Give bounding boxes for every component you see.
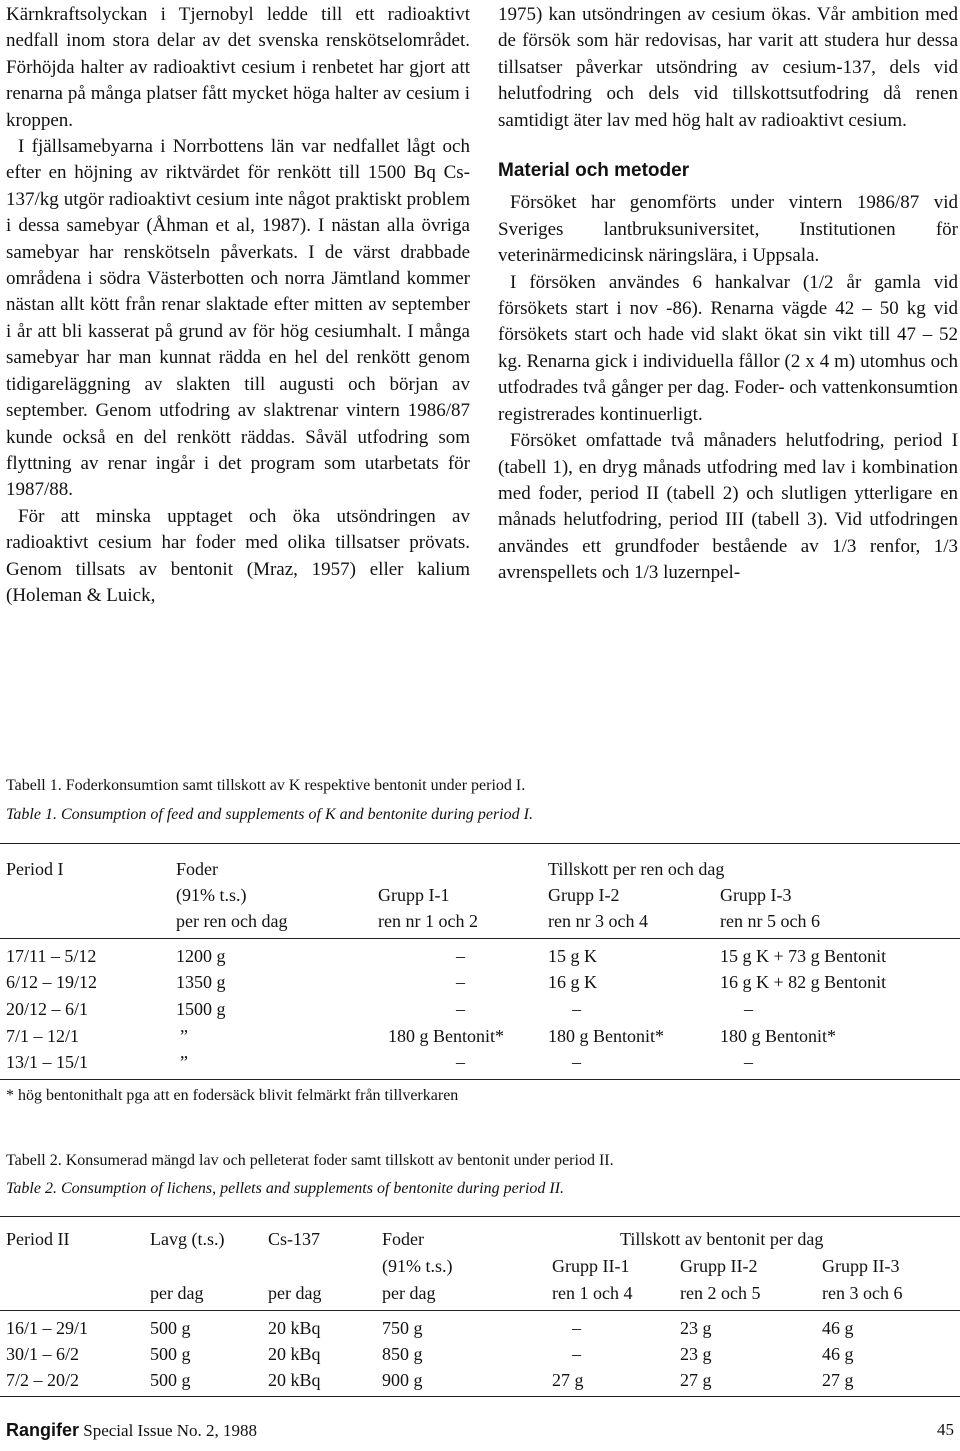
table-cell: 180 g Bentonit* bbox=[388, 1026, 504, 1046]
table2-header-group3-animals: ren 3 och 6 bbox=[822, 1283, 903, 1303]
table-cell: 23 g bbox=[680, 1344, 712, 1364]
table2-header-foder-ts: (91% t.s.) bbox=[382, 1256, 453, 1276]
table2-bottom-rule bbox=[0, 1396, 960, 1397]
table2-header-group3: Grupp II-3 bbox=[822, 1256, 900, 1276]
paragraph: I försöken användes 6 hankalvar (1/2 år gamla vid försökets start i nov -86). Renarna vägde 42 – 50 kg vid försökets start och hade vid slakt ökat sin vikt till 47 – 52 kg. Renarna gick i individuella fållor (2 x 4 m) utomhus och utfodrades två gånger per dag. Foder- och vattenkonsumtion registrerades kontinuerligt. bbox=[498, 271, 958, 425]
table-cell: 30/1 – 6/2 bbox=[6, 1344, 80, 1364]
table-cell: – bbox=[744, 1052, 753, 1072]
paragraph: Försöket omfattade två månaders helutfodring, period I (tabell 1), en dryg månads utfodring med lav i kombination med foder, period II (tabell 2) och slutligen ytterligare en månads helutfodring, period III (tabell 3). Vid utfodringen användes ett grundfoder bestående av 1/3 renfor, 1/3 avrenspellets och 1/3 luzernpel- bbox=[498, 430, 958, 584]
table-cell: 27 g bbox=[552, 1370, 584, 1390]
table2-header-cs137-unit: per dag bbox=[268, 1283, 322, 1303]
table1-header-group2-animals: ren nr 3 och 4 bbox=[548, 911, 648, 931]
table-cell: 27 g bbox=[822, 1370, 854, 1390]
table1-header-group3: Grupp I-3 bbox=[720, 885, 792, 905]
right-text-column bbox=[498, 2, 958, 587]
page-number: 45 bbox=[937, 1420, 954, 1439]
table2-caption-sv: Tabell 2. Konsumerad mängd lav och pelleterat foder samt tillskott av bentonit under period II. bbox=[6, 1152, 614, 1169]
table-cell: 46 g bbox=[822, 1318, 854, 1338]
table-cell: – bbox=[456, 972, 465, 992]
table2-caption-en: Table 2. Consumption of lichens, pellets and supplements of bentonite during period II. bbox=[6, 1180, 565, 1197]
table-cell: 13/1 – 15/1 bbox=[6, 1052, 89, 1072]
table1-caption-sv: Tabell 1. Foderkonsumtion samt tillskott av K respektive bentonit under period I. bbox=[6, 777, 526, 794]
table-cell: – bbox=[572, 1052, 581, 1072]
table-cell: 16/1 – 29/1 bbox=[6, 1318, 89, 1338]
table-cell: 20/12 – 6/1 bbox=[6, 999, 89, 1019]
table2-header-lavg: Lavg (t.s.) bbox=[150, 1229, 225, 1249]
table-cell: – bbox=[572, 1318, 581, 1338]
table-cell: ” bbox=[180, 1026, 188, 1046]
table2-header-period: Period II bbox=[6, 1229, 70, 1249]
paragraph: 1975) kan utsöndringen av cesium ökas. Vår ambition med de försök som här redovisas, har varit att studera hur dessa tillsatser påverkar utsöndring av cesium-137, dels vid helutfodring och dels vid tillskottsutfodring då renen samtidigt äter lav med hög halt av radioaktivt cesium. bbox=[498, 4, 958, 131]
table-cell: 1350 g bbox=[176, 972, 226, 992]
table2-header-tillskott: Tillskott av bentonit per dag bbox=[620, 1229, 824, 1249]
table1-header-foder-ts: (91% t.s.) bbox=[176, 885, 247, 905]
table-cell: 16 g K + 82 g Bentonit bbox=[720, 972, 887, 992]
table1-header-group3-animals: ren nr 5 och 6 bbox=[720, 911, 820, 931]
table1-header-period: Period I bbox=[6, 859, 64, 879]
table-cell: – bbox=[572, 999, 581, 1019]
table-cell: 20 kBq bbox=[268, 1370, 321, 1390]
table-cell: 1200 g bbox=[176, 946, 226, 966]
table1-header-foder: Foder bbox=[176, 859, 218, 879]
paragraph: För att minska upptaget och öka utsöndringen av radioaktivt cesium har foder med olika tillsatser prövats. Genom tillsats av bentonit (Mraz, 1957) eller kalium (Holeman & Luick, bbox=[6, 505, 470, 606]
table-cell: – bbox=[456, 946, 465, 966]
table-cell: 15 g K + 73 g Bentonit bbox=[720, 946, 887, 966]
table-cell: 500 g bbox=[150, 1318, 191, 1338]
table-cell: – bbox=[456, 999, 465, 1019]
table-cell: 7/1 – 12/1 bbox=[6, 1026, 80, 1046]
table1-header-group2: Grupp I-2 bbox=[548, 885, 620, 905]
table-cell: 27 g bbox=[680, 1370, 712, 1390]
table-cell: 20 kBq bbox=[268, 1344, 321, 1364]
journal-name: Rangifer bbox=[6, 1420, 80, 1440]
table-cell: 750 g bbox=[382, 1318, 423, 1338]
table-cell: – bbox=[456, 1052, 465, 1072]
table-cell: 16 g K bbox=[548, 972, 597, 992]
table-cell: 15 g K bbox=[548, 946, 597, 966]
table1-bottom-rule bbox=[0, 1079, 960, 1080]
table-cell: – bbox=[572, 1344, 581, 1364]
table2-header-rule bbox=[0, 1310, 960, 1311]
journal-issue: Special Issue No. 2, 1988 bbox=[83, 1421, 258, 1440]
table-cell: 850 g bbox=[382, 1344, 423, 1364]
table1-header-rule bbox=[0, 938, 960, 939]
table2-top-rule bbox=[0, 1216, 960, 1217]
table1-header-foder-unit: per ren och dag bbox=[176, 911, 288, 931]
table2-header-foder: Foder bbox=[382, 1229, 424, 1249]
table1-header-group1-animals: ren nr 1 och 2 bbox=[378, 911, 478, 931]
table1-header-group1: Grupp I-1 bbox=[378, 885, 450, 905]
table-cell: 46 g bbox=[822, 1344, 854, 1364]
table1-caption-en: Table 1. Consumption of feed and supplements of K and bentonite during period I. bbox=[6, 806, 533, 823]
table2-header-group1: Grupp II-1 bbox=[552, 1256, 630, 1276]
table-cell: – bbox=[744, 999, 753, 1019]
table-cell: 180 g Bentonit* bbox=[548, 1026, 664, 1046]
table-cell: 1500 g bbox=[176, 999, 226, 1019]
table-cell: 17/11 – 5/12 bbox=[6, 946, 97, 966]
table2-header-foder-unit: per dag bbox=[382, 1283, 436, 1303]
page-footer bbox=[6, 1420, 956, 1441]
table1-header-tillskott: Tillskott per ren och dag bbox=[548, 859, 725, 879]
table2-header-cs137: Cs-137 bbox=[268, 1229, 321, 1249]
paragraph: Försöket har genomförts under vintern 1986/87 vid Sveriges lantbruksuniversitet, Institutionen för veterinärmedicinsk näringslära, i Uppsala. bbox=[498, 192, 958, 267]
table-cell: 900 g bbox=[382, 1370, 423, 1390]
table2-header-group2-animals: ren 2 och 5 bbox=[680, 1283, 761, 1303]
table-cell: 180 g Bentonit* bbox=[720, 1026, 836, 1046]
table2-header-group2: Grupp II-2 bbox=[680, 1256, 758, 1276]
paragraph: Kärnkraftsolyckan i Tjernobyl ledde till ett radioaktivt nedfall inom stora delar av det svenska renskötselområdet. Förhöjda halter av radioaktivt cesium i renbetet har gjort att renarna på många platser fått mycket höga halter av cesium i kroppen. bbox=[6, 4, 470, 131]
table-cell: 6/12 – 19/12 bbox=[6, 972, 98, 992]
table-cell: 20 kBq bbox=[268, 1318, 321, 1338]
table1-footnote: * hög bentonithalt pga att en fodersäck blivit felmärkt från tillverkaren bbox=[6, 1087, 459, 1104]
table-cell: 23 g bbox=[680, 1318, 712, 1338]
table2-header-group1-animals: ren 1 och 4 bbox=[552, 1283, 633, 1303]
table1-top-rule bbox=[0, 843, 960, 844]
table-cell: 500 g bbox=[150, 1370, 191, 1390]
left-text-column bbox=[6, 2, 470, 609]
table-cell: 7/2 – 20/2 bbox=[6, 1370, 80, 1390]
table2-header-lavg-unit: per dag bbox=[150, 1283, 204, 1303]
table-cell: 500 g bbox=[150, 1344, 191, 1364]
paragraph: I fjällsamebyarna i Norrbottens län var nedfallet lågt och efter en höjning av riktvärdet för renkött till 1500 Bq Cs-137/kg utgör radioaktivt cesium inte något praktiskt problem i dessa samebyar (Åhman et al, 1987). I nästan alla övriga samebyar har renskötseln påverkats. I de värst drabbade områdena i södra Västerbotten och norra Jämtland kommer nästan allt kött från renar slaktade efter mitten av september i år att bli kasserat på grund av för hög cesiumhalt. I många samebyar har man kunnat rädda en hel del renkött genom tidigareläggning av slakten till augusti och början av september. Genom utfodring av slaktrenar vintern 1986/87 kunde också en del renkött räddas. Såväl utfodring som flyttning av renar ingår i det program som utarbetats för 1987/88. bbox=[6, 136, 470, 501]
table-cell: ” bbox=[180, 1052, 188, 1072]
section-heading: Material och metoder bbox=[498, 160, 690, 182]
